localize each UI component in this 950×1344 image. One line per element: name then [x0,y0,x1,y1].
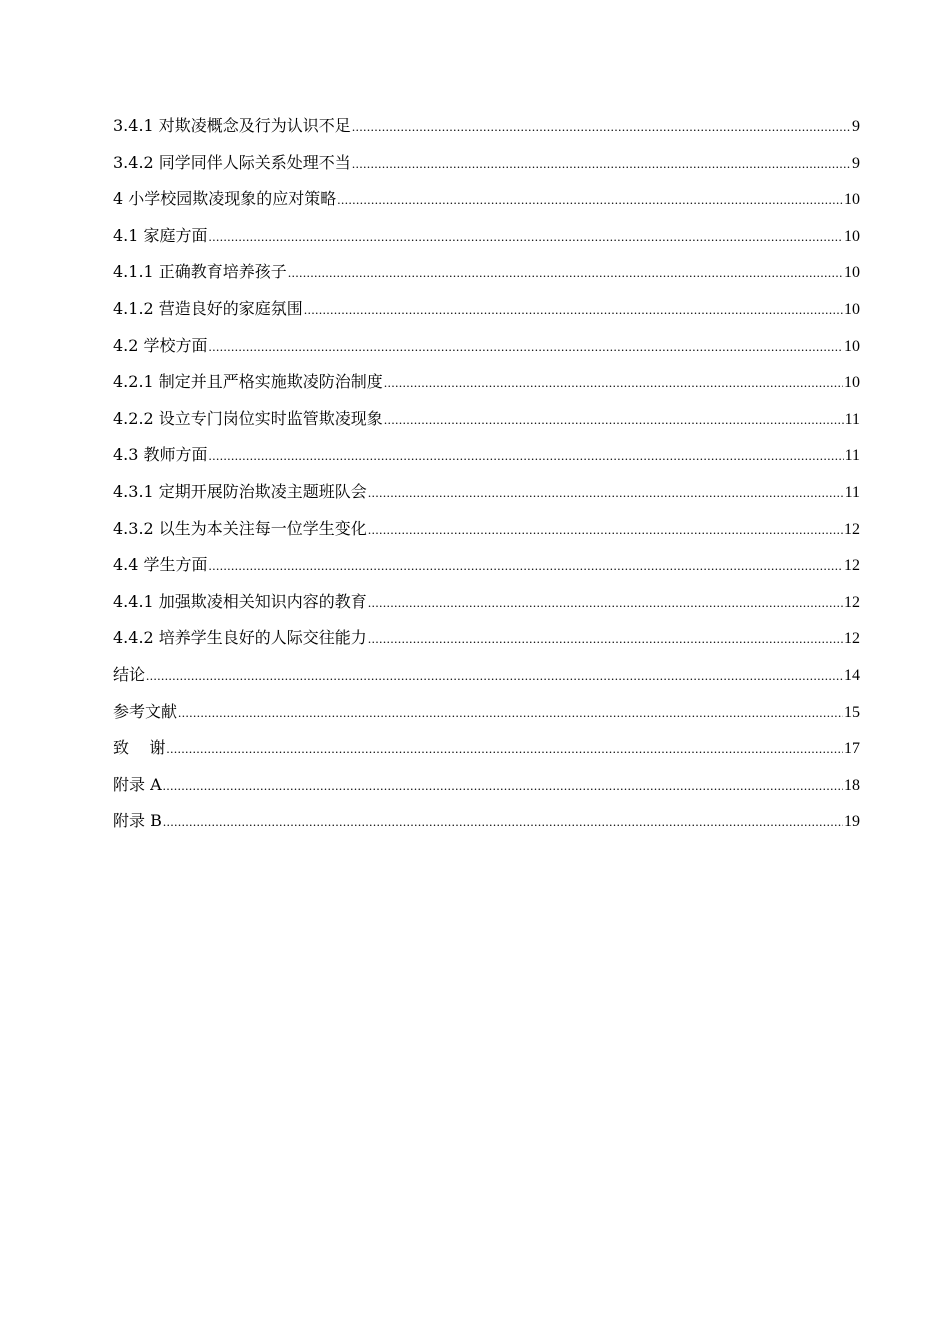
toc-entry[interactable] [113,809,860,846]
toc-entry-page: 19 [844,813,860,831]
toc-dot-leader [368,518,843,542]
toc-entry[interactable] [113,187,860,224]
toc-entry[interactable] [113,626,860,663]
toc-entry-page: 17 [844,740,860,758]
toc-dot-leader [178,701,843,725]
toc-entry[interactable] [113,334,860,371]
toc-entry-page: 11 [844,410,860,428]
toc-dot-leader [352,115,851,139]
toc-entry-page: 15 [844,703,860,721]
toc-dot-leader [352,152,851,176]
toc-entry-title: 4.2.2 设立专门岗位实时监管欺凌现象 [113,408,383,428]
toc-entry-title: 4.4.1 加强欺凌相关知识内容的教育 [113,591,367,611]
toc-dot-leader [304,298,843,322]
toc-entry[interactable] [113,224,860,261]
toc-dot-leader [384,408,844,432]
toc-entry-page: 12 [844,630,860,648]
toc-entry-title: 4.1.1 正确教育培养孩子 [113,262,287,282]
toc-dot-leader [209,444,844,468]
toc-entry[interactable] [113,736,860,773]
toc-entry[interactable] [113,114,860,151]
toc-entry-page: 9 [852,154,860,172]
toc-entry[interactable] [113,773,860,810]
toc-entry[interactable] [113,151,860,188]
toc-entry[interactable] [113,663,860,700]
toc-entry-page: 10 [844,337,860,355]
toc-entry-page: 10 [844,300,860,318]
toc-dot-leader [368,481,844,505]
toc-entry-title: 4.4.2 培养学生良好的人际交往能力 [113,628,367,648]
toc-entry[interactable] [113,297,860,334]
toc-dot-leader [368,591,843,615]
toc-dot-leader [163,774,843,798]
toc-entry[interactable] [113,590,860,627]
toc-entry-title: 结论 [113,664,146,684]
toc-entry-page: 10 [844,227,860,245]
toc-entry-title: 附录 B [113,811,162,831]
toc-dot-leader [166,737,843,761]
toc-entry-title: 参考文献 [113,701,178,721]
toc-dot-leader [209,335,843,359]
toc-entry-title: 4.3.1 定期开展防治欺凌主题班队会 [113,481,367,501]
toc-entry-page: 12 [844,593,860,611]
toc-dot-leader [209,554,843,578]
toc-entry-title: 4.3.2 以生为本关注每一位学生变化 [113,518,367,538]
toc-entry-page: 11 [844,447,860,465]
toc-entry[interactable] [113,517,860,554]
toc-entry-title: 3.4.1 对欺凌概念及行为认识不足 [113,116,351,135]
toc-entry-title: 附录 A [113,774,162,794]
toc-entry-title: 4.2.1 制定并且严格实施欺凌防治制度 [113,372,383,392]
table-of-contents [113,114,860,846]
toc-entry-title: 4 小学校园欺凌现象的应对策略 [113,189,337,209]
toc-entry[interactable] [113,480,860,517]
toc-entry-title: 4.2 学校方面 [113,335,208,355]
toc-entry-title: 4.1.2 营造良好的家庭氛围 [113,298,303,318]
toc-entry[interactable] [113,407,860,444]
toc-dot-leader [384,371,843,395]
toc-entry-page: 11 [844,483,860,501]
toc-entry-page: 18 [844,776,860,794]
toc-entry-page: 12 [844,520,860,538]
toc-dot-leader [146,664,843,688]
toc-entry[interactable] [113,700,860,737]
toc-entry-page: 10 [844,191,860,209]
toc-entry[interactable] [113,443,860,480]
toc-dot-leader [163,810,843,834]
toc-entry-title: 3.4.2 同学同伴人际关系处理不当 [113,152,351,172]
toc-entry[interactable] [113,370,860,407]
toc-entry-title: 4.1 家庭方面 [113,225,208,245]
toc-entry-page: 12 [844,557,860,575]
toc-entry-title: 4.4 学生方面 [113,555,208,575]
toc-entry-page: 14 [844,666,860,684]
toc-dot-leader [337,188,843,212]
toc-entry-page: 10 [844,264,860,282]
toc-entry[interactable] [113,553,860,590]
toc-entry-title: 4.3 教师方面 [113,445,208,465]
toc-entry-title: 致 谢 [113,738,166,758]
toc-entry[interactable] [113,260,860,297]
toc-dot-leader [209,225,843,249]
toc-dot-leader [288,261,843,285]
toc-dot-leader [368,627,843,651]
toc-entry-page: 9 [852,118,860,135]
toc-entry-page: 10 [844,374,860,392]
